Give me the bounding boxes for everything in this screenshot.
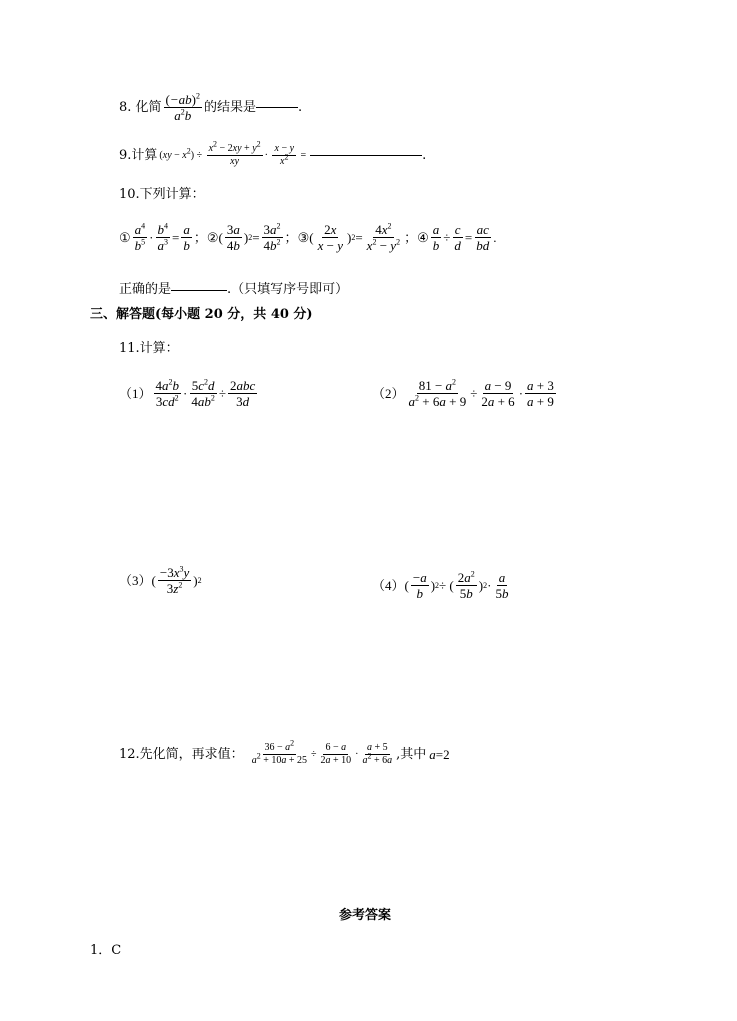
q8-suffix: 的结果是 bbox=[204, 99, 257, 115]
q8-fraction: $\frac{(-ab)^2}{a^2b}$ bbox=[165, 91, 201, 123]
answer-1: 1．C bbox=[90, 943, 122, 958]
q9-expression: $(xy - x^2)$ ÷ $\frac{x^2 - 2xy + y^2}{xy}$ · $\frac{x - y}{x^2}$ = bbox=[159, 139, 307, 167]
q9-prefix: 9.计算 bbox=[119, 147, 158, 163]
q8-answer-blank[interactable] bbox=[256, 107, 298, 108]
section-3-heading: 三、解答题(每小题 20 分，共 40 分) bbox=[90, 307, 313, 322]
q9-answer-blank[interactable] bbox=[310, 155, 422, 156]
q12-expression: $\frac{36 - a^2}{a^2 + 10a + 25}$ ÷ $\frac{6 - a}{2a + 10}$ · $\frac{a + 5}{a^2 + 6a}$ bbox=[251, 738, 393, 766]
q10-answer-line: 正确的是 .（只填写序号即可） bbox=[119, 282, 349, 297]
q8-prefix: 8. 化简 bbox=[119, 99, 162, 115]
q10-choices: ① $\frac{a^4}{b^5}$ · $\frac{b^4}{a^3}$ = $\frac{a}{b}$ ； ② ( $\frac{3a}{4b}$ ) 2 = $\frac{3a^2}{4b^2}$ ； ③ ( $\frac{2x}{x - y}$ ) 2 = $\frac{4x^2}{x^2 - y^2}$ ； ④ $\frac{a}{b}$ ÷ $\frac{c}{d}$ = $\frac{ac}{bd}$ . bbox=[119, 221, 497, 253]
q10-title: 10.下列计算： bbox=[119, 187, 205, 202]
q11-title: 11.计算： bbox=[119, 341, 179, 356]
question-8: 8. 化简 $\frac{(-ab)^2}{a^2b}$ 的结果是 . bbox=[119, 91, 303, 123]
question-12: 12.先化简，再求值： $\frac{36 - a^2}{a^2 + 10a + 25}$ ÷ $\frac{6 - a}{2a + 10}$ · $\frac{a + 5}{a^2 + 6a}$ ,其中 a =2 bbox=[119, 738, 450, 766]
q10-answer-blank[interactable] bbox=[171, 290, 227, 291]
q11-part-2: （2） $\frac{81 - a^2}{a^2 + 6a + 9}$ ÷ $\frac{a - 9}{2a + 6}$ · $\frac{a + 3}{a + 9}$ bbox=[372, 377, 554, 409]
q11-part-1: （1） $\frac{4a^2b}{3cd^2}$ · $\frac{5c^2d}{4ab^2}$ ÷ $\frac{\text{2abc}}{3d}$ bbox=[119, 377, 256, 409]
answers-title: 参考答案 bbox=[339, 908, 392, 923]
q11-part-3: （3） ( $\frac{-3x^3y}{3z^2}$ ) 2 bbox=[119, 564, 202, 596]
q11-part-4: （4） ( $\frac{-a}{b}$ ) 2 ÷ ( $\frac{2a^2}{5b}$ ) 2 · $\frac{a}{5b}$ bbox=[372, 569, 509, 601]
question-9: 9.计算 $(xy - x^2)$ ÷ $\frac{x^2 - 2xy + y^2}{xy}$ · $\frac{x - y}{x^2}$ = . bbox=[119, 139, 427, 167]
